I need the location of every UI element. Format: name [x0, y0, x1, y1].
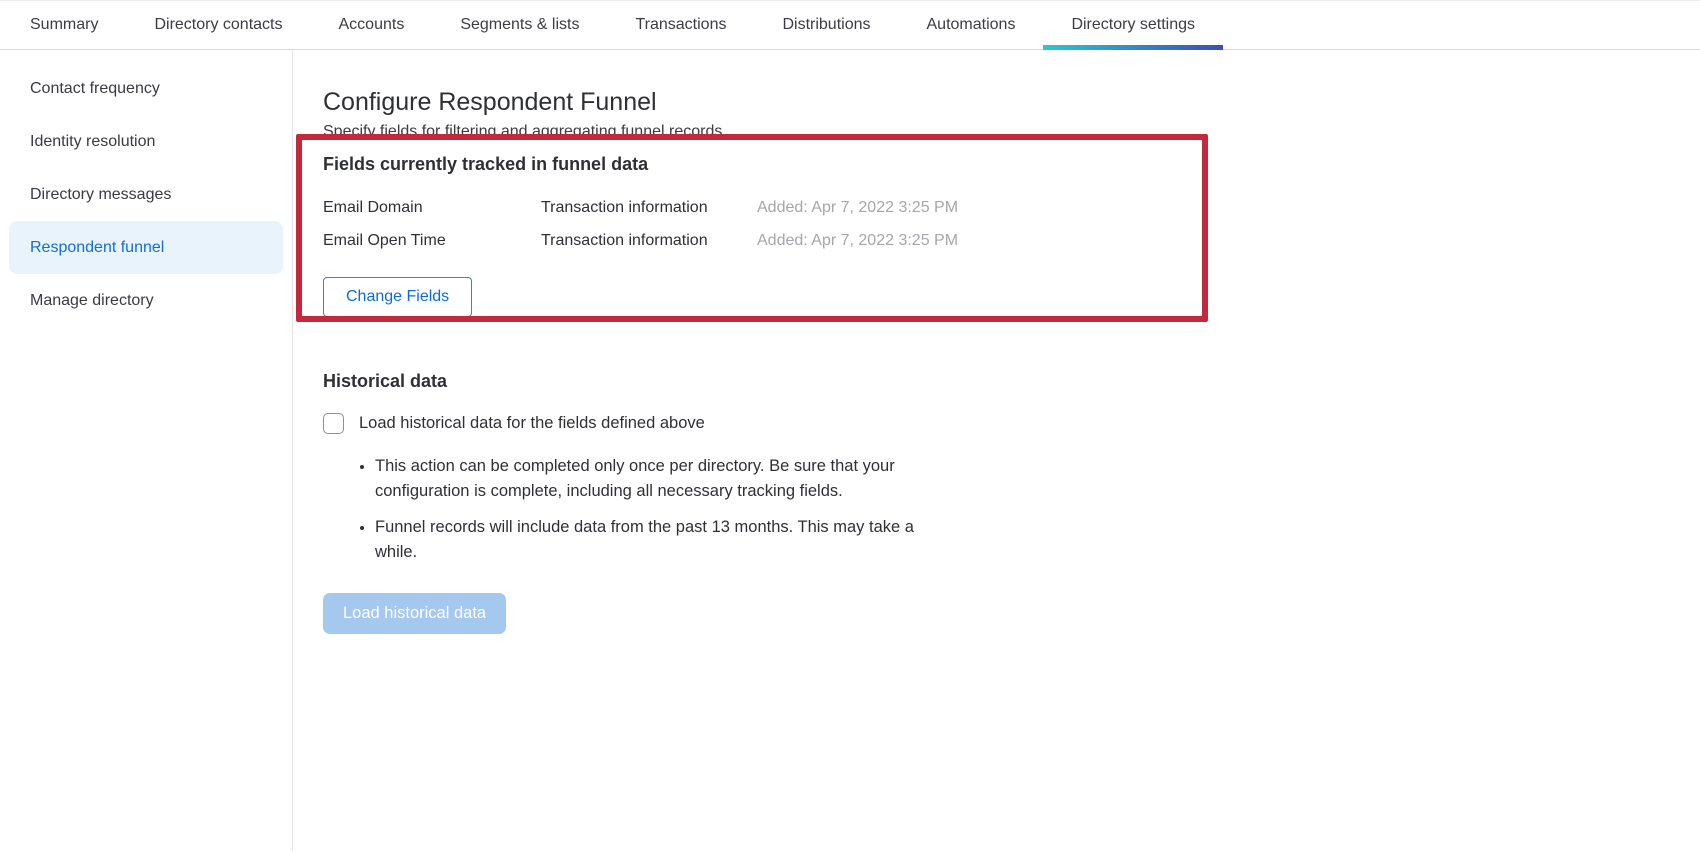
tab-directory-contacts[interactable] [126, 1, 310, 49]
historical-data-notes [323, 454, 1700, 565]
sidebar-item-identity-resolution[interactable]: Identity resolution [30, 132, 156, 150]
tab-label: Summary [30, 16, 99, 33]
sidebar-item-contact-frequency[interactable]: Contact frequency [30, 79, 160, 97]
load-historical-data-button[interactable]: Load historical data [323, 593, 506, 634]
tab-segments-lists[interactable] [432, 1, 607, 49]
tab-summary[interactable] [2, 1, 126, 49]
page-title: Configure Respondent Funnel [323, 88, 657, 116]
historical-data-section [323, 369, 1700, 634]
table-row [323, 198, 1700, 218]
field-category: Transaction information [541, 232, 708, 249]
settings-sidebar [0, 50, 293, 851]
tab-transactions[interactable] [607, 1, 754, 49]
list-item: • This action can be completed only once per directory. Be sure that your configuration is complete, including all necessary tracking fields. [375, 454, 920, 504]
tab-label: Transactions [635, 16, 727, 33]
load-historical-checkbox-row [323, 413, 1700, 434]
page-subtitle: Specify fields for filtering and aggregating funnel records [323, 123, 723, 140]
field-name: Email Open Time [323, 232, 446, 249]
tab-label: Distributions [782, 16, 871, 33]
sidebar-item-manage-directory[interactable]: Manage directory [30, 291, 154, 309]
table-row [323, 231, 1700, 251]
field-category: Transaction information [541, 199, 708, 216]
tab-label: Directory settings [1071, 16, 1196, 33]
sidebar-item-respondent-funnel[interactable]: Respondent funnel [9, 221, 283, 274]
fields-tracked-section [323, 152, 1700, 317]
field-added-timestamp: Added: Apr 7, 2022 3:25 PM [757, 199, 959, 216]
sidebar-item-directory-messages[interactable]: Directory messages [30, 185, 172, 203]
field-added-timestamp: Added: Apr 7, 2022 3:25 PM [757, 232, 959, 249]
list-item: • Funnel records will include data from the past 13 months. This may take a while. [375, 515, 920, 565]
tab-distributions[interactable] [754, 1, 898, 49]
tab-label: Segments & lists [460, 16, 580, 33]
tab-label: Automations [926, 16, 1016, 33]
field-name: Email Domain [323, 199, 423, 216]
change-fields-button[interactable]: Change Fields [323, 277, 472, 317]
tab-label: Directory contacts [154, 16, 283, 33]
tab-accounts[interactable] [311, 1, 433, 49]
load-historical-checkbox-label: Load historical data for the fields defined above [359, 414, 705, 432]
fields-section-heading: Fields currently tracked in funnel data [323, 154, 649, 174]
main-content [293, 50, 1700, 851]
top-nav [0, 0, 1700, 50]
tab-directory-settings[interactable] [1043, 1, 1223, 49]
tab-label: Accounts [338, 16, 405, 33]
active-tab-underline [1043, 45, 1223, 50]
historical-data-heading: Historical data [323, 371, 448, 391]
load-historical-checkbox[interactable] [323, 413, 344, 434]
tab-automations[interactable] [899, 1, 1044, 49]
tracked-fields-list [323, 198, 1700, 251]
